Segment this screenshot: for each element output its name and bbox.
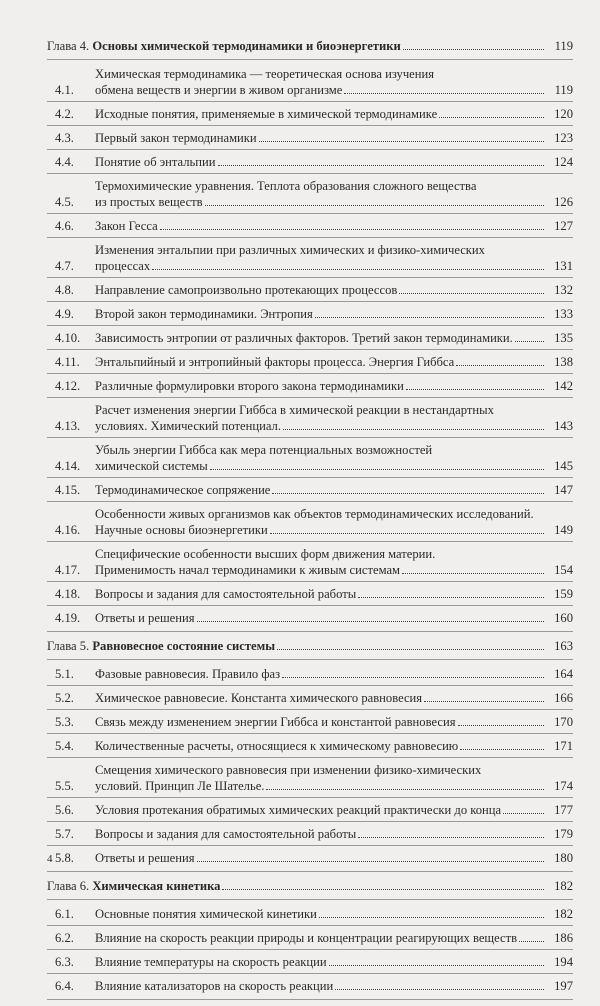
entry-page: 127 bbox=[554, 219, 573, 233]
entry-number: 4.1. bbox=[55, 83, 74, 97]
entry-title-line: Ответы и решения bbox=[95, 851, 195, 865]
entry-title-line: Различные формулировки второго закона термодинамики bbox=[95, 379, 404, 393]
chapter-heading[interactable] bbox=[47, 638, 573, 654]
divider bbox=[47, 373, 573, 374]
divider bbox=[47, 581, 573, 582]
leader-dots bbox=[406, 389, 544, 390]
entry-page: 180 bbox=[554, 851, 573, 865]
leader-dots bbox=[458, 725, 545, 726]
leader-dots bbox=[197, 861, 544, 862]
entry-number: 5.8. bbox=[55, 851, 74, 865]
toc-entry[interactable] bbox=[47, 306, 573, 322]
divider bbox=[47, 541, 573, 542]
divider bbox=[47, 397, 573, 398]
leader-dots bbox=[160, 229, 544, 230]
leader-dots bbox=[259, 141, 544, 142]
leader-dots bbox=[439, 117, 544, 118]
toc-entry[interactable] bbox=[47, 978, 573, 994]
divider bbox=[47, 733, 573, 734]
entry-number: 4.15. bbox=[55, 483, 81, 497]
toc-entry[interactable] bbox=[47, 178, 573, 210]
divider bbox=[47, 999, 573, 1000]
chapter-heading[interactable] bbox=[47, 878, 573, 894]
entry-number: 4.17. bbox=[55, 563, 81, 577]
divider bbox=[47, 277, 573, 278]
entry-number: 4.14. bbox=[55, 459, 81, 473]
chapter-prefix: Глава 5. bbox=[47, 639, 90, 653]
divider bbox=[47, 213, 573, 214]
entry-number: 4.19. bbox=[55, 611, 81, 625]
entry-number: 5.3. bbox=[55, 715, 74, 729]
toc-entry[interactable] bbox=[47, 690, 573, 706]
entry-page: 186 bbox=[554, 931, 573, 945]
entry-page: 170 bbox=[554, 715, 573, 729]
divider bbox=[47, 477, 573, 478]
entry-title-line: Зависимость энтропии от различных факторов. Третий закон термодинамики. bbox=[95, 331, 513, 345]
entry-page: 138 bbox=[554, 355, 573, 369]
entry-number: 4.2. bbox=[55, 107, 74, 121]
divider bbox=[47, 325, 573, 326]
entry-page: 197 bbox=[554, 979, 573, 993]
leader-dots bbox=[399, 293, 544, 294]
entry-page: 124 bbox=[554, 155, 573, 169]
entry-number: 5.4. bbox=[55, 739, 74, 753]
leader-dots bbox=[456, 365, 544, 366]
divider bbox=[47, 757, 573, 758]
entry-page: 174 bbox=[554, 779, 573, 793]
divider bbox=[47, 821, 573, 822]
entry-title-line: Влияние на скорость реакции природы и концентрации реагирующих веществ bbox=[95, 931, 518, 945]
divider bbox=[47, 101, 573, 102]
leader-dots bbox=[315, 317, 544, 318]
divider bbox=[47, 709, 573, 710]
entry-number: 5.2. bbox=[55, 691, 74, 705]
leader-dots bbox=[270, 533, 544, 534]
entry-page: 164 bbox=[554, 667, 573, 681]
chapter-heading[interactable] bbox=[47, 38, 573, 54]
entry-number: 5.1. bbox=[55, 667, 74, 681]
divider bbox=[47, 659, 573, 660]
entry-title-line: Убыль энергии Гиббса как мера потенциальных возможностей bbox=[95, 443, 433, 457]
entry-number: 4.18. bbox=[55, 587, 81, 601]
entry-title-line: Исходные понятия, применяемые в химической термодинамике bbox=[95, 107, 438, 121]
entry-page: 145 bbox=[554, 459, 573, 473]
toc-entry[interactable] bbox=[47, 666, 573, 682]
divider bbox=[47, 301, 573, 302]
toc-entry[interactable] bbox=[47, 242, 573, 274]
entry-title-line: химической системы bbox=[95, 459, 208, 473]
entry-number: 4.6. bbox=[55, 219, 74, 233]
entry-title-line: Второй закон термодинамики. Энтропия bbox=[95, 307, 313, 321]
entry-title-line: Термохимические уравнения. Теплота образования сложного вещества bbox=[95, 179, 477, 193]
leader-dots bbox=[272, 493, 544, 494]
leader-dots bbox=[335, 989, 544, 990]
divider bbox=[47, 125, 573, 126]
toc-entry[interactable] bbox=[47, 826, 573, 842]
toc-entry[interactable] bbox=[47, 66, 573, 98]
entry-number: 4.11. bbox=[55, 355, 80, 369]
divider bbox=[47, 949, 573, 950]
toc-entry[interactable] bbox=[47, 738, 573, 754]
entry-number: 4.10. bbox=[55, 331, 81, 345]
leader-dots bbox=[403, 49, 544, 50]
divider bbox=[47, 149, 573, 150]
divider bbox=[47, 605, 573, 606]
entry-page: 147 bbox=[554, 483, 573, 497]
entry-title-line: Изменения энтальпии при различных химических и физико-химических bbox=[95, 243, 485, 257]
entry-title-line: процессах bbox=[95, 259, 151, 273]
leader-dots bbox=[218, 165, 544, 166]
entry-title-line: Расчет изменения энергии Гиббса в химической реакции в нестандартных bbox=[95, 403, 494, 417]
chapter-title: Равновесное состояние системы bbox=[92, 639, 276, 653]
entry-title-line: Химическая термодинамика — теоретическая основа изучения bbox=[95, 67, 435, 81]
entry-number: 4.3. bbox=[55, 131, 74, 145]
entry-number: 4.8. bbox=[55, 283, 74, 297]
divider bbox=[47, 501, 573, 502]
entry-number: 6.3. bbox=[55, 955, 74, 969]
entry-title-line: Влияние температуры на скорость реакции bbox=[95, 955, 327, 969]
entry-number: 4.4. bbox=[55, 155, 74, 169]
divider bbox=[47, 237, 573, 238]
toc-entry[interactable] bbox=[47, 154, 573, 170]
leader-dots bbox=[319, 917, 544, 918]
entry-title-line: Количественные расчеты, относящиеся к химическому равновесию bbox=[95, 739, 459, 753]
divider bbox=[47, 797, 573, 798]
entry-number: 6.1. bbox=[55, 907, 74, 921]
leader-dots bbox=[210, 469, 544, 470]
entry-number: 4.5. bbox=[55, 195, 74, 209]
toc-entry[interactable] bbox=[47, 546, 573, 578]
divider bbox=[47, 871, 573, 872]
entry-title-line: Ответы и решения bbox=[95, 611, 195, 625]
toc-entry[interactable] bbox=[47, 402, 573, 434]
leader-dots bbox=[358, 597, 544, 598]
chapter-page: 163 bbox=[554, 639, 573, 653]
leader-dots bbox=[460, 749, 544, 750]
entry-title-line: условиях. Химический потенциал. bbox=[95, 419, 281, 433]
toc-entry[interactable] bbox=[47, 714, 573, 730]
entry-number: 6.2. bbox=[55, 931, 74, 945]
entry-number: 4.9. bbox=[55, 307, 74, 321]
leader-dots bbox=[152, 269, 544, 270]
leader-dots bbox=[424, 701, 544, 702]
toc-entry[interactable] bbox=[47, 930, 573, 946]
leader-dots bbox=[402, 573, 544, 574]
entry-page: 126 bbox=[554, 195, 573, 209]
entry-number: 4.16. bbox=[55, 523, 81, 537]
entry-number: 5.6. bbox=[55, 803, 74, 817]
divider bbox=[47, 845, 573, 846]
toc-entry[interactable] bbox=[47, 506, 573, 538]
entry-page: 135 bbox=[554, 331, 573, 345]
entry-title-line: Вопросы и задания для самостоятельной работы bbox=[95, 827, 357, 841]
entry-page: 119 bbox=[554, 83, 573, 97]
entry-title-line: Закон Гесса bbox=[95, 219, 158, 233]
leader-dots bbox=[197, 621, 544, 622]
toc-entry[interactable] bbox=[47, 762, 573, 794]
entry-title-line: условий. Принцип Ле Шателье. bbox=[95, 779, 265, 793]
entry-title-line: Применимость начал термодинамики к живым системам bbox=[95, 563, 401, 577]
entry-page: 133 bbox=[554, 307, 573, 321]
toc-entry[interactable] bbox=[47, 330, 573, 346]
entry-page: 132 bbox=[554, 283, 573, 297]
entry-page: 171 bbox=[554, 739, 573, 753]
toc-entry[interactable] bbox=[47, 850, 573, 866]
leader-dots bbox=[277, 649, 544, 650]
entry-title-line: Основные понятия химической кинетики bbox=[95, 907, 317, 921]
toc-entry[interactable] bbox=[47, 954, 573, 970]
leader-dots bbox=[283, 429, 544, 430]
entry-title-line: Направление самопроизвольно протекающих процессов bbox=[95, 283, 398, 297]
table-of-contents bbox=[47, 38, 573, 1006]
toc-entry[interactable] bbox=[47, 282, 573, 298]
toc-entry[interactable] bbox=[47, 610, 573, 626]
entry-page: 159 bbox=[554, 587, 573, 601]
leader-dots bbox=[344, 93, 544, 94]
chapter-prefix: Глава 6. bbox=[47, 879, 90, 893]
entry-title-line: Связь между изменением энергии Гиббса и константой равновесия bbox=[95, 715, 456, 729]
leader-dots bbox=[282, 677, 544, 678]
entry-title-line: из простых веществ bbox=[95, 195, 203, 209]
toc-entry[interactable] bbox=[47, 106, 573, 122]
entry-page: 142 bbox=[554, 379, 573, 393]
chapter-title: Химическая кинетика bbox=[92, 879, 221, 893]
entry-page: 154 bbox=[554, 563, 573, 577]
entry-title-line: Фазовые равновесия. Правило фаз bbox=[95, 667, 281, 681]
toc-entry[interactable] bbox=[47, 442, 573, 474]
entry-number: 5.5. bbox=[55, 779, 74, 793]
divider bbox=[47, 173, 573, 174]
chapter-page: 182 bbox=[554, 879, 573, 893]
leader-dots bbox=[515, 341, 544, 342]
entry-title-line: Научные основы биоэнергетики bbox=[95, 523, 268, 537]
entry-page: 143 bbox=[554, 419, 573, 433]
leader-dots bbox=[329, 965, 544, 966]
divider bbox=[47, 349, 573, 350]
divider bbox=[47, 59, 573, 60]
divider bbox=[47, 437, 573, 438]
entry-title-line: Особенности живых организмов как объектов термодинамических исследований. bbox=[95, 507, 534, 521]
toc-entry[interactable] bbox=[47, 218, 573, 234]
leader-dots bbox=[519, 941, 544, 942]
divider bbox=[47, 631, 573, 632]
toc-entry[interactable] bbox=[47, 586, 573, 602]
toc-entry[interactable] bbox=[47, 378, 573, 394]
entry-page: 179 bbox=[554, 827, 573, 841]
toc-entry[interactable] bbox=[47, 130, 573, 146]
toc-entry[interactable] bbox=[47, 482, 573, 498]
entry-title-line: Понятие об энтальпии bbox=[95, 155, 216, 169]
entry-title-line: Смещения химического равновесия при изменении физико-химических bbox=[95, 763, 482, 777]
entry-title-line: Условия протекания обратимых химических реакций практически до конца bbox=[95, 803, 502, 817]
entry-page: 160 bbox=[554, 611, 573, 625]
toc-entry[interactable] bbox=[47, 802, 573, 818]
leader-dots bbox=[266, 789, 544, 790]
entry-title-line: Влияние катализаторов на скорость реакции bbox=[95, 979, 334, 993]
entry-title-line: Химическое равновесие. Константа химического равновесия bbox=[95, 691, 423, 705]
entry-title-line: Первый закон термодинамики bbox=[95, 131, 257, 145]
divider bbox=[47, 973, 573, 974]
divider bbox=[47, 685, 573, 686]
leader-dots bbox=[205, 205, 544, 206]
entry-title-line: Специфические особенности высших форм движения материи. bbox=[95, 547, 436, 561]
entry-page: 149 bbox=[554, 523, 573, 537]
leader-dots bbox=[222, 889, 544, 890]
entry-page: 177 bbox=[554, 803, 573, 817]
entry-number: 5.7. bbox=[55, 827, 74, 841]
leader-dots bbox=[358, 837, 544, 838]
chapter-prefix: Глава 4. bbox=[47, 39, 90, 53]
toc-entry[interactable] bbox=[47, 906, 573, 922]
entry-number: 4.12. bbox=[55, 379, 81, 393]
entry-number: 4.13. bbox=[55, 419, 81, 433]
entry-title-line: обмена веществ и энергии в живом организме bbox=[95, 83, 343, 97]
entry-page: 194 bbox=[554, 955, 573, 969]
entry-number: 6.4. bbox=[55, 979, 74, 993]
entry-page: 120 bbox=[554, 107, 573, 121]
leader-dots bbox=[503, 813, 544, 814]
page-number: 4 bbox=[47, 853, 53, 865]
chapter-page: 119 bbox=[554, 39, 573, 53]
entry-title-line: Термодинамическое сопряжение bbox=[95, 483, 271, 497]
entry-title-line: Энтальпийный и энтропийный факторы процесса. Энергия Гиббса bbox=[95, 355, 455, 369]
entry-page: 123 bbox=[554, 131, 573, 145]
entry-page: 166 bbox=[554, 691, 573, 705]
entry-title-line: Вопросы и задания для самостоятельной работы bbox=[95, 587, 357, 601]
chapter-title: Основы химической термодинамики и биоэнергетики bbox=[92, 39, 401, 53]
divider bbox=[47, 899, 573, 900]
entry-number: 4.7. bbox=[55, 259, 74, 273]
entry-page: 131 bbox=[554, 259, 573, 273]
divider bbox=[47, 925, 573, 926]
toc-entry[interactable] bbox=[47, 354, 573, 370]
entry-page: 182 bbox=[554, 907, 573, 921]
